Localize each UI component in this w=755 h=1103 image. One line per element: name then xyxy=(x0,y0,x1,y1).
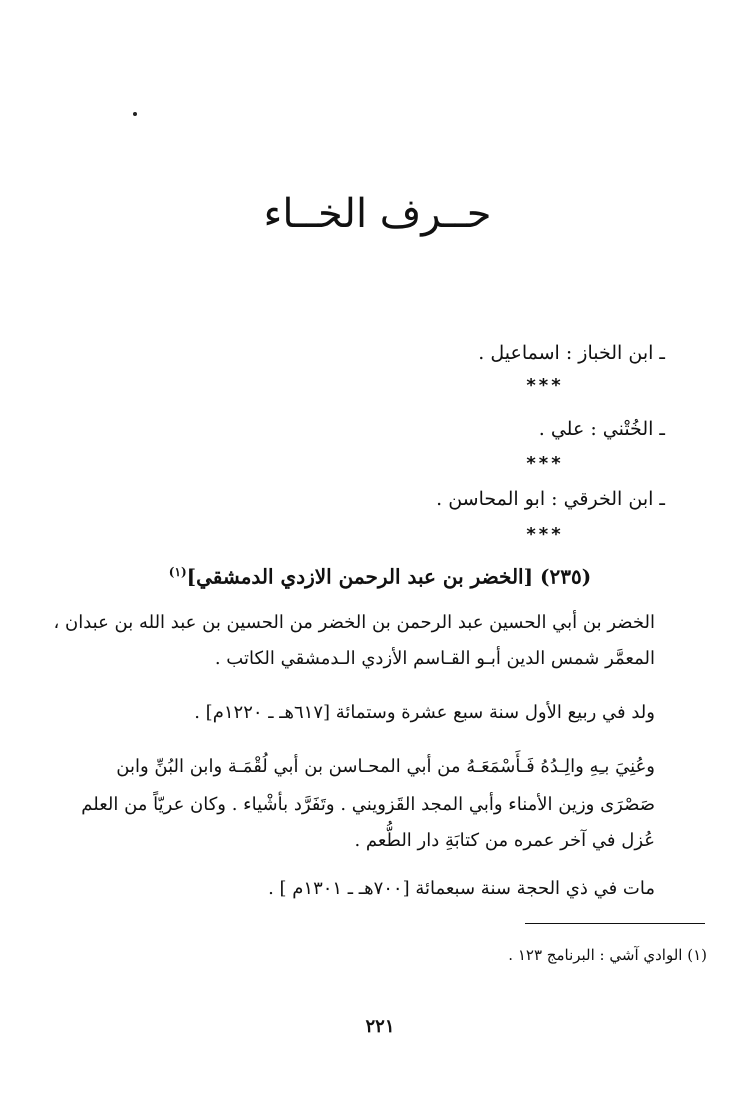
paragraph-line: عُزل في آخر عمره من كتابَةِ دار الطُّعم . xyxy=(354,830,655,851)
paragraph-line: الخضر بن أبي الحسين عبد الرحمن بن الخضر من الحسين بن عبد الله بن عبدان ، xyxy=(53,612,655,633)
separator-stars: *** xyxy=(526,453,564,474)
paragraph-line: مات في ذي الحجة سنة سبعمائة [٧٠٠هـ ـ ١٣٠١م ] . xyxy=(268,878,655,899)
page-number: ٢٢١ xyxy=(365,1016,395,1037)
separator-stars: *** xyxy=(526,524,564,545)
ink-speck xyxy=(133,112,137,116)
paragraph-line: صَصْرَى وزين الأمناء وأبي المجد القَزويني . وتَفَرَّد بأشْياء . وكان عريّاً من العلم xyxy=(81,794,655,815)
paragraph-line: وعُنِيَ بـِهِ والِـدُهُ فَـأَسْمَعَـهُ من أبي المحـاسن بن أبي لُقْمَـة وابن البُنِّ وابن xyxy=(116,756,655,777)
entry-heading-text: (٢٣٥) [الخضر بن عبد الرحمن الازدي الدمشقي] xyxy=(186,564,592,589)
separator-stars: *** xyxy=(526,375,564,396)
footnote-marker: (١) xyxy=(168,565,187,579)
paragraph-line: المعمَّر شمس الدين أبـو القـاسم الأزدي الـدمشقي الكاتب . xyxy=(214,648,655,669)
chapter-title: حــرف الخــاء xyxy=(263,191,492,237)
footnote-divider xyxy=(525,923,705,924)
footnote: (١) الوادي آشي : البرنامج ١٢٣ . xyxy=(508,946,707,964)
entry-heading xyxy=(100,555,660,594)
cross-reference-al-khutni: ـ الخُتْني : علي . xyxy=(538,418,665,440)
cross-reference-ibn-al-khabbaz: ـ ابن الخباز : اسماعيل . xyxy=(478,342,665,364)
cross-reference-ibn-al-khurqi: ـ ابن الخرقي : ابو المحاسن . xyxy=(436,488,665,510)
paragraph-line: ولد في ربيع الأول سنة سبع عشرة وستمائة [٦١٧هـ ـ ١٢٢٠م] . xyxy=(194,702,655,723)
